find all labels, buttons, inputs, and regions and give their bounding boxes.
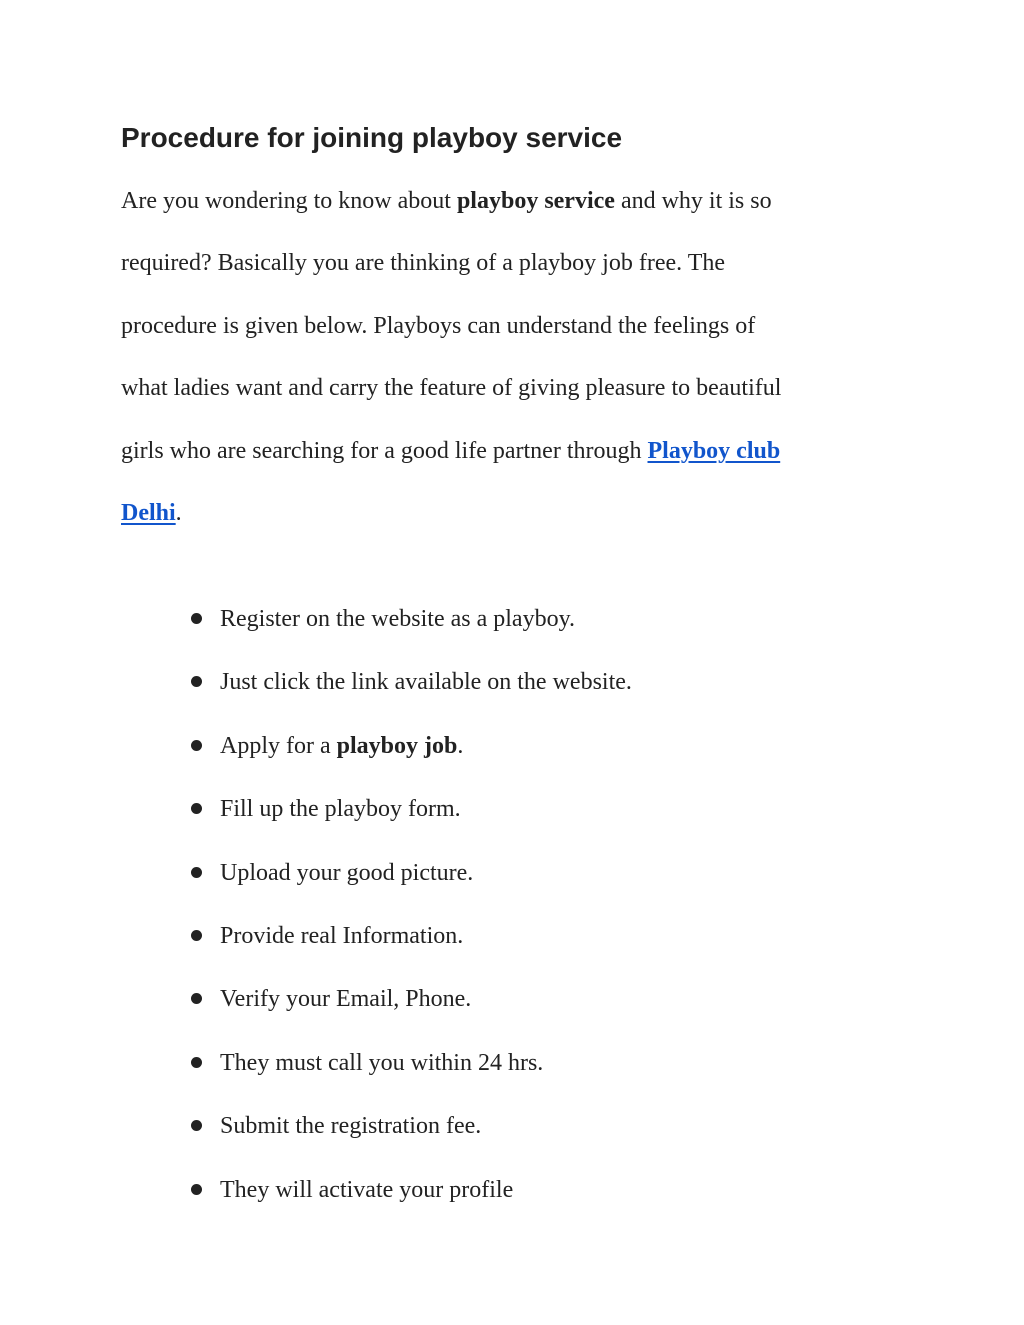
text-run: Apply for a <box>220 732 337 759</box>
text-run: and why it is so <box>614 188 772 214</box>
text-run: . <box>175 500 182 527</box>
intro-paragraph <box>121 170 781 544</box>
list-item-text: Register on the website as a playboy. <box>220 606 576 632</box>
list-item-text: Fill up the playboy form. <box>220 796 461 823</box>
bullet-icon <box>191 676 202 687</box>
page-title: Procedure for joining playboy service <box>121 122 623 153</box>
paragraph-line <box>121 482 781 544</box>
bullet-icon <box>191 803 202 814</box>
paragraph-line <box>121 170 781 232</box>
bullet-icon <box>191 1057 202 1068</box>
playboy-club-delhi-link-continued[interactable]: Delhi <box>121 500 176 527</box>
list-item-text <box>220 725 463 767</box>
bullet-icon <box>191 613 202 624</box>
list-item-text: Upload your good picture. <box>220 859 474 886</box>
list-item-text: Provide real Information. <box>220 922 464 949</box>
list-item-text: Verify your Email, Phone. <box>220 986 472 1013</box>
bullet-icon <box>191 1184 202 1195</box>
paragraph-line <box>121 420 781 482</box>
bullet-icon <box>191 930 202 941</box>
paragraph-line: required? Basically you are thinking of a playboy job free. The <box>121 250 726 277</box>
bullet-icon <box>191 740 202 751</box>
list-item-text: They must call you within 24 hrs. <box>220 1049 544 1076</box>
paragraph-line: what ladies want and carry the feature of giving pleasure to beautiful <box>121 375 782 402</box>
text-run: Are you wondering to know about <box>121 188 457 214</box>
bullet-icon <box>191 867 202 878</box>
list-item-text: They will activate your profile <box>220 1176 514 1203</box>
list-item-text: Submit the registration fee. <box>220 1113 482 1140</box>
text-run: . <box>457 732 464 759</box>
paragraph-line: procedure is given below. Playboys can understand the feelings of <box>121 312 756 339</box>
playboy-club-delhi-link[interactable]: Playboy club <box>647 437 781 464</box>
bullet-icon <box>191 1120 202 1131</box>
text-run: girls who are searching for a good life partner through <box>121 437 648 464</box>
bullet-icon <box>191 993 202 1004</box>
list-item-text: Just click the link available on the website. <box>220 669 632 696</box>
bold-phrase-playboy-service: playboy service <box>456 188 615 214</box>
bold-phrase-playboy-job: playboy job <box>336 732 458 759</box>
